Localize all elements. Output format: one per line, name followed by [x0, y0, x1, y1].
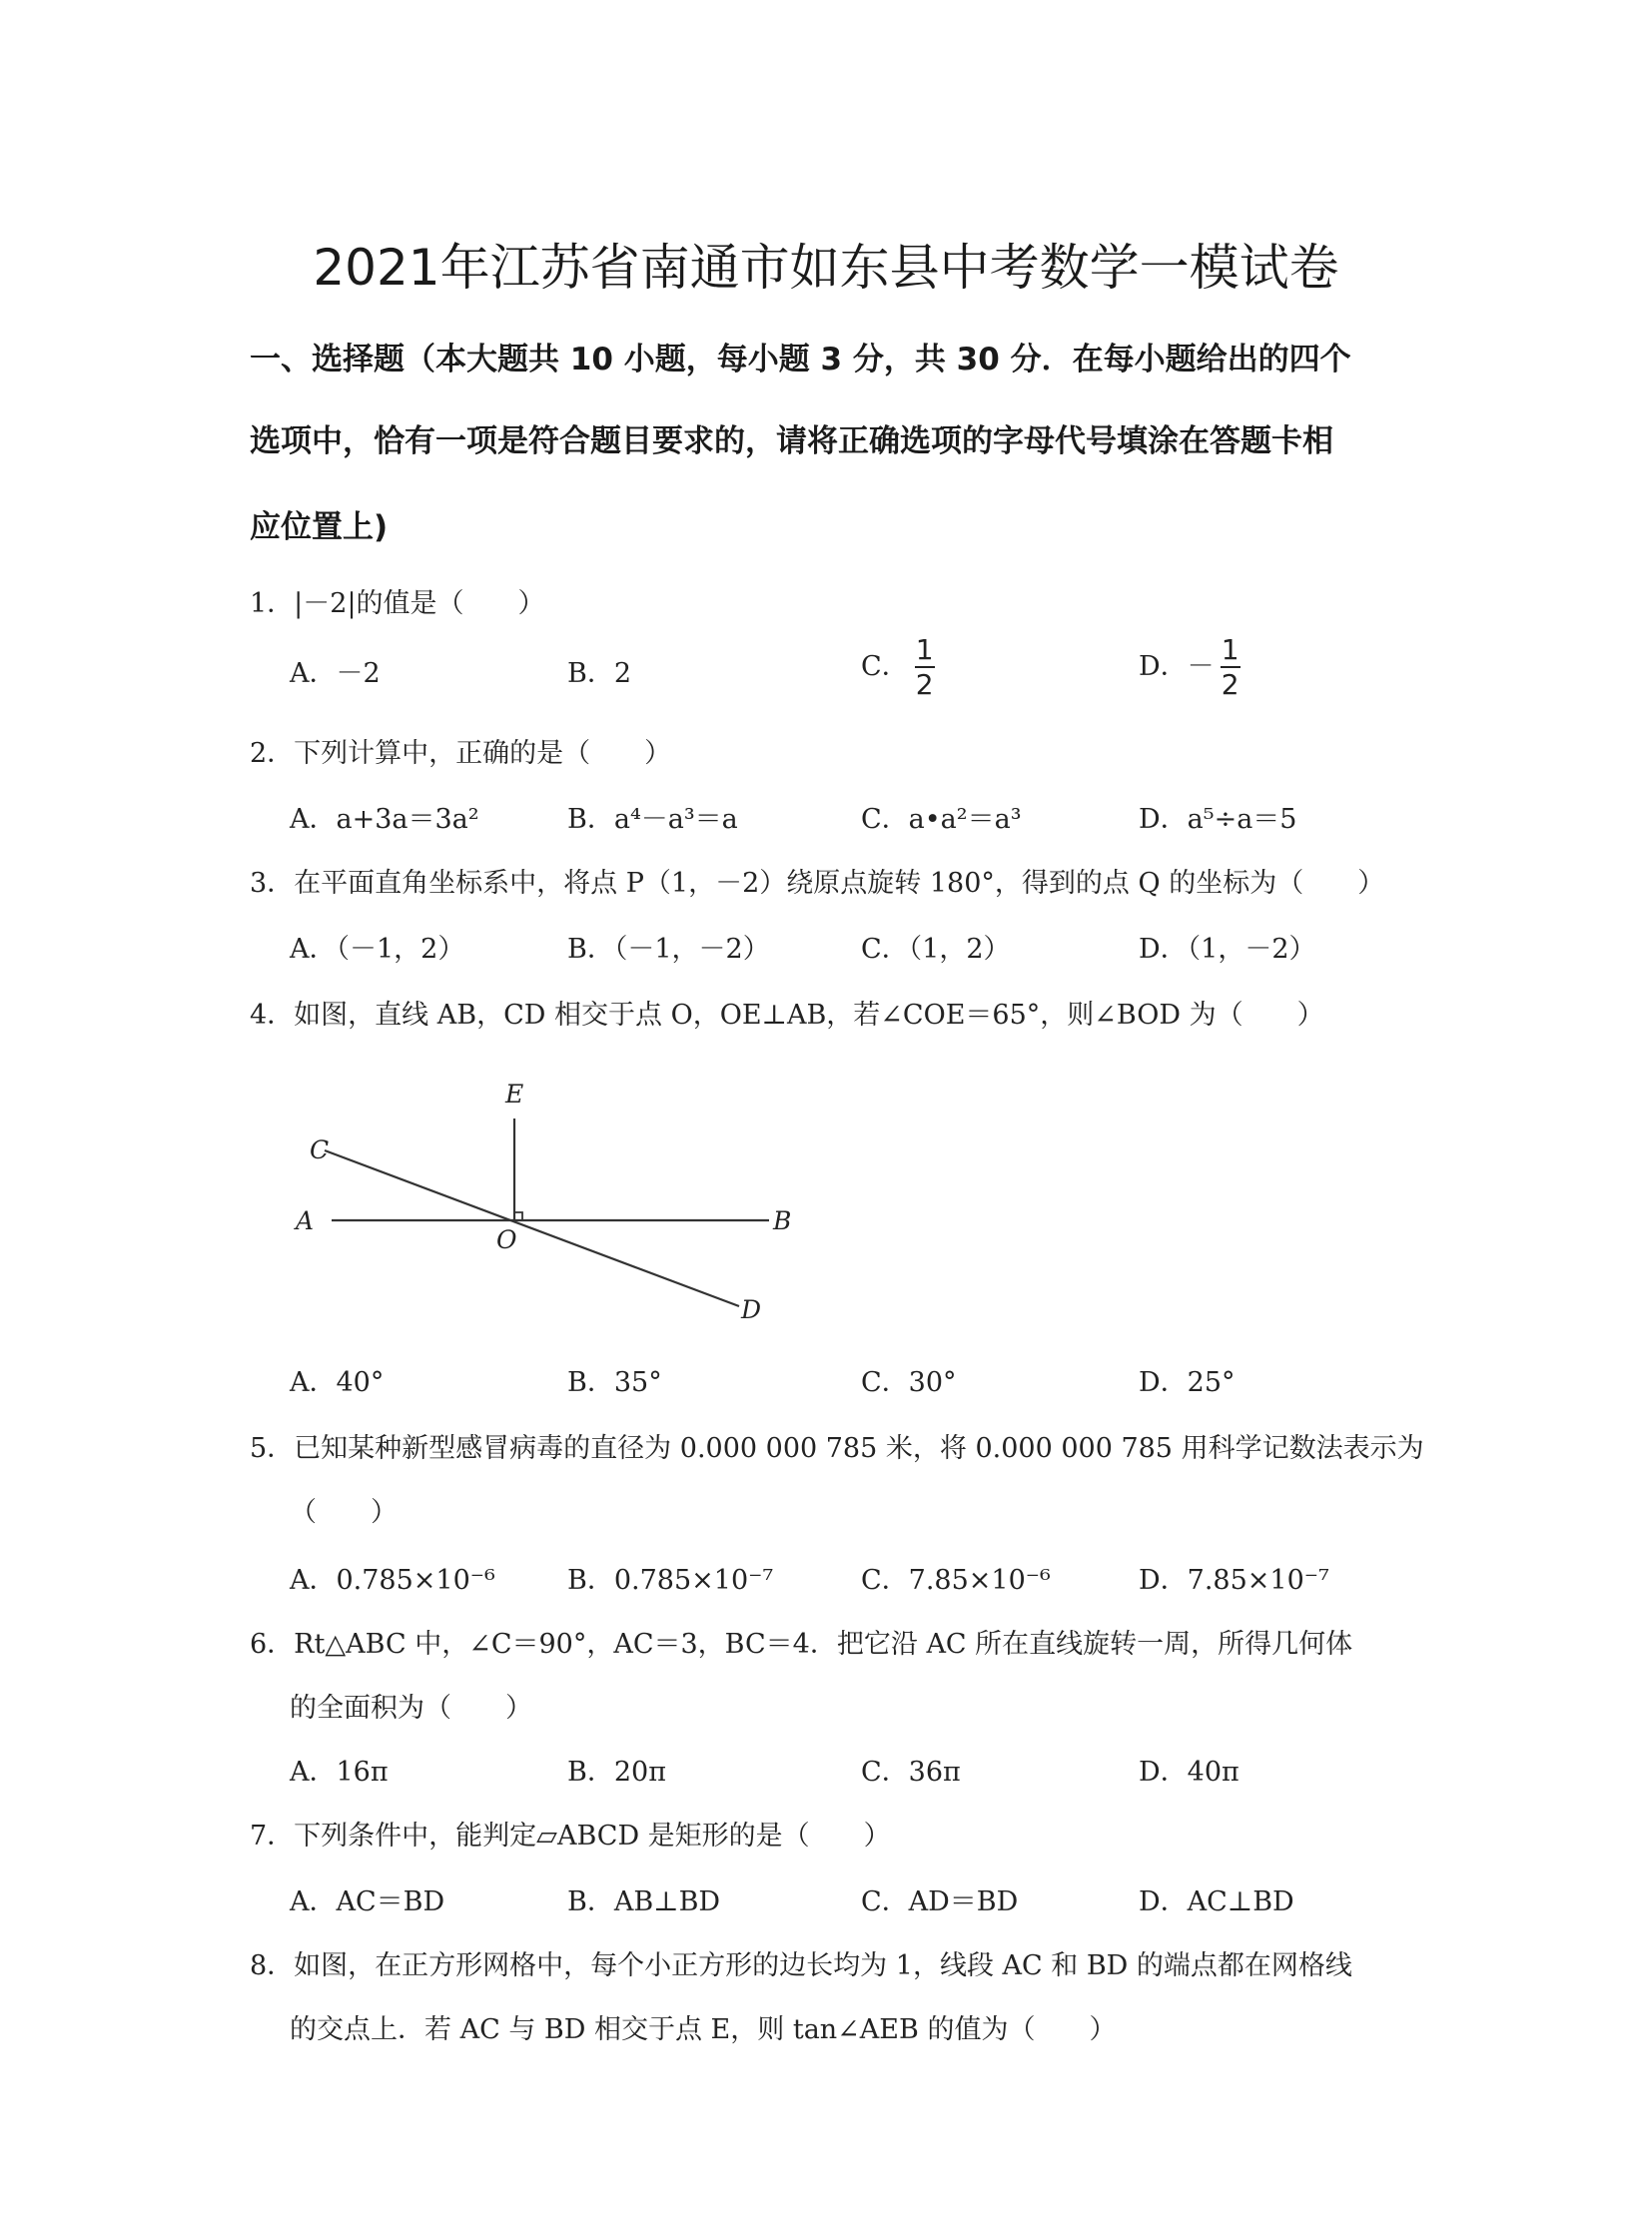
- q7-option-d: D．AC⊥BD: [1139, 1886, 1294, 1917]
- question-8-stem-line1: 8．如图，在正方形网格中，每个小正方形的边长均为 1，线段 AC 和 BD 的端点都在网格线: [250, 1950, 1352, 1981]
- label-a: A: [296, 1206, 315, 1235]
- q4-option-d: D．25°: [1139, 1367, 1236, 1398]
- question-5-stem-line2: （ ）: [290, 1497, 398, 1528]
- q6-option-c: C．36π: [861, 1757, 961, 1788]
- question-2-stem: 2．下列计算中，正确的是（ ）: [250, 738, 672, 769]
- question-4-stem: 4．如图，直线 AB，CD 相交于点 O，OE⊥AB，若∠COE＝65°，则∠BOD 为（ ）: [250, 1000, 1324, 1031]
- line-cd: [325, 1150, 739, 1306]
- label-o: O: [496, 1225, 517, 1254]
- right-angle-marker: [514, 1212, 522, 1220]
- section-heading-line1: 一、选择题（本大题共 10 小题，每小题 3 分，共 30 分．在每小题给出的四个: [250, 342, 1351, 377]
- label-c: C: [310, 1135, 330, 1164]
- q4-option-b: B．35°: [567, 1367, 662, 1398]
- q3-option-b: B．（－1，－2）: [567, 934, 770, 965]
- question-8-stem-line2: 的交点上．若 AC 与 BD 相交于点 E，则 tan∠AEB 的值为（ ）: [290, 2014, 1117, 2045]
- section-heading-line2: 选项中，恰有一项是符合题目要求的，请将正确选项的字母代号填涂在答题卡相: [250, 423, 1333, 459]
- q3-option-d: D．（1，－2）: [1139, 934, 1316, 965]
- section-heading-line3: 应位置上): [250, 509, 389, 545]
- page-title: 2021年江苏省南通市如东县中考数学一模试卷: [313, 239, 1339, 297]
- q1-option-c: [861, 635, 935, 700]
- q2-option-d: D．a⁵÷a＝5: [1139, 804, 1297, 835]
- q1-option-d: [1139, 635, 1240, 700]
- q5-option-c: C．7.85×10⁻⁶: [861, 1565, 1051, 1596]
- q1-option-c-fraction: [915, 635, 935, 700]
- q7-option-c: C．AD＝BD: [861, 1886, 1019, 1917]
- q2-option-a: A．a+3a＝3a²: [290, 804, 479, 835]
- label-d: D: [741, 1295, 762, 1324]
- q6-option-d: D．40π: [1139, 1757, 1239, 1788]
- q1-option-c-prefix: C．: [861, 650, 909, 682]
- q5-option-b: B．0.785×10⁻⁷: [567, 1565, 774, 1596]
- q5-option-a: A．0.785×10⁻⁶: [290, 1565, 495, 1596]
- fraction-denominator: 2: [915, 668, 934, 702]
- q6-option-a: A．16π: [290, 1757, 389, 1788]
- question-7-stem: 7．下列条件中，能判定▱ABCD 是矩形的是（ ）: [250, 1821, 891, 1852]
- q7-option-a: A．AC＝BD: [290, 1886, 445, 1917]
- q2-option-b: B．a⁴－a³＝a: [567, 804, 738, 835]
- question-1-stem: 1．|－2|的值是（ ）: [250, 588, 545, 619]
- q4-option-a: A．40°: [290, 1367, 385, 1398]
- question-5-stem-line1: 5．已知某种新型感冒病毒的直径为 0.000 000 785 米，将 0.000 000 785 用科学记数法表示为: [250, 1433, 1424, 1464]
- q1-option-b: B．2: [567, 658, 632, 689]
- q3-option-c: C．（1，2）: [861, 934, 1011, 965]
- q6-option-b: B．20π: [567, 1757, 666, 1788]
- label-b: B: [773, 1206, 792, 1235]
- q1-option-d-prefix: D．－: [1139, 650, 1215, 682]
- q3-option-a: A．（－1，2）: [290, 934, 465, 965]
- q5-option-d: D．7.85×10⁻⁷: [1139, 1565, 1329, 1596]
- label-e: E: [505, 1080, 524, 1109]
- q4-option-c: C．30°: [861, 1367, 957, 1398]
- question-6-stem-line2: 的全面积为（ ）: [290, 1693, 532, 1724]
- q1-option-d-fraction: [1221, 635, 1240, 700]
- fraction-numerator: 1: [915, 633, 934, 666]
- fraction-denominator: 2: [1221, 668, 1239, 702]
- q2-option-c: C．a•a²＝a³: [861, 804, 1022, 835]
- question-3-stem: 3．在平面直角坐标系中，将点 P（1，－2）绕原点旋转 180°，得到的点 Q 的坐标为（ ）: [250, 868, 1385, 899]
- fraction-numerator: 1: [1221, 633, 1239, 666]
- q4-geometry-figure: [280, 1049, 819, 1338]
- q7-option-b: B．AB⊥BD: [567, 1886, 721, 1917]
- q1-option-a: A．－2: [290, 658, 381, 689]
- question-6-stem-line1: 6．Rt△ABC 中，∠C＝90°，AC＝3，BC＝4．把它沿 AC 所在直线旋转一周，所得几何体: [250, 1629, 1353, 1660]
